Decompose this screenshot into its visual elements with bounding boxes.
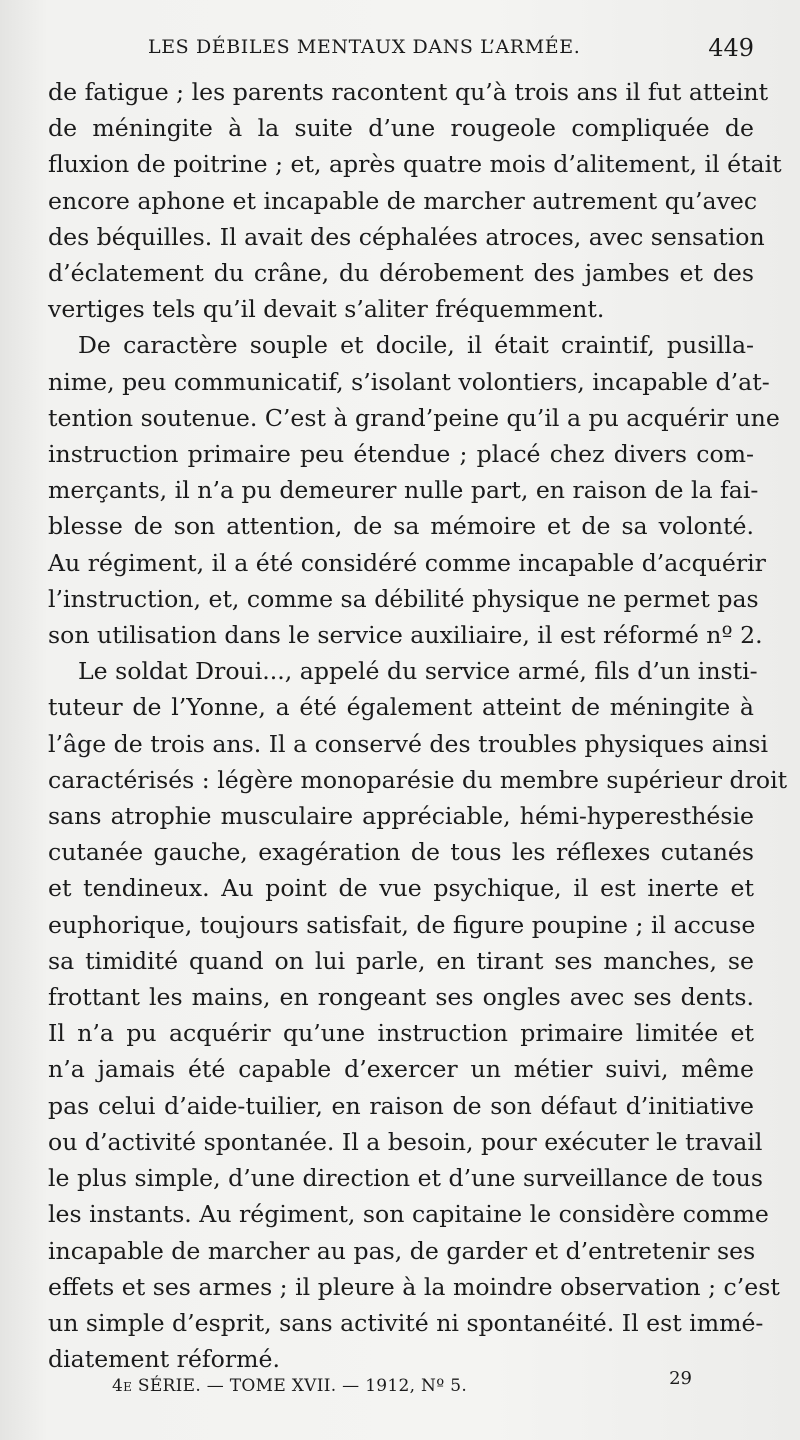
text-line: diatement réformé. (48, 1345, 280, 1374)
text-line: l’instruction, et, comme sa débilité physique ne permet pas (48, 584, 759, 613)
text-line: fluxion de poitrine ; et, après quatre mois d’alitement, il était (48, 150, 782, 179)
text-line: son utilisation dans le service auxiliaire, il est réformé nº 2. (48, 621, 763, 650)
text-line: incapable de marcher au pas, de garder et d’entretenir ses (48, 1236, 756, 1265)
text-line: caractérisés : légère monoparésie du membre supérieur droit (48, 765, 788, 794)
text-line: vertiges tels qu’il devait s’aliter fréquemment. (48, 295, 605, 324)
text-line: blesse de son attention, de sa mémoire et de sa volonté. (48, 512, 754, 541)
printer-signature: 4e SÉRIE. — TOME XVII. — 1912, Nº 5. (112, 1376, 468, 1396)
page-header (52, 36, 754, 76)
text-line: Au régiment, il a été considéré comme incapable d’acquérir (48, 548, 766, 577)
text-line: des béquilles. Il avait des céphalées atroces, avec sensation (48, 222, 765, 251)
text-line: sa timidité quand on lui parle, en tirant ses manches, se (48, 946, 754, 975)
text-line: sans atrophie musculaire appréciable, hémi-hyperesthésie (48, 802, 754, 831)
text-line: pas celui d’aide-tuilier, en raison de son défaut d’initiative (48, 1091, 754, 1120)
text-line: les instants. Au régiment, son capitaine le considère comme (48, 1200, 769, 1229)
text-line: euphorique, toujours satisfait, de figure poupine ; il accuse (48, 910, 756, 939)
text-line: tuteur de l’Yonne, a été également atteint de méningite à (48, 693, 754, 722)
text-line: merçants, il n’a pu demeurer nulle part, en raison de la fai- (48, 476, 759, 505)
text-line: instruction primaire peu étendue ; placé chez divers com- (48, 440, 754, 469)
page-footer (112, 1368, 692, 1404)
text-line: nime, peu communicatif, s’isolant volontiers, incapable d’at- (48, 367, 770, 396)
text-line: ou d’activité spontanée. Il a besoin, pour exécuter le travail (48, 1127, 763, 1156)
text-line: De caractère souple et docile, il était craintif, pusilla- (78, 331, 754, 360)
text-line: Il n’a pu acquérir qu’une instruction primaire limitée et (48, 1019, 754, 1048)
body-text (48, 74, 788, 1377)
text-line: cutanée gauche, exagération de tous les réflexes cutanés (48, 838, 754, 867)
text-line: de méningite à la suite d’une rougeole compliquée de (48, 114, 754, 143)
text-line: de fatigue ; les parents racontent qu’à trois ans il fut atteint (48, 78, 769, 106)
text-line: encore aphone et incapable de marcher autrement qu’avec (48, 186, 758, 215)
running-title: LES DÉBILES MENTAUX DANS L’ARMÉE. (148, 36, 581, 58)
text-line: d’éclatement du crâne, du dérobement des jambes et des (48, 259, 754, 288)
text-line: l’âge de trois ans. Il a conservé des troubles physiques ainsi (48, 729, 769, 758)
text-line: le plus simple, d’une direction et d’une surveillance de tous (48, 1164, 763, 1193)
text-line: frottant les mains, en rongeant ses ongles avec ses dents. (48, 983, 754, 1012)
text-line: Le soldat Droui..., appelé du service armé, fils d’un insti- (78, 657, 758, 686)
text-line: un simple d’esprit, sans activité ni spontanéité. Il est immé- (48, 1308, 764, 1337)
text-line: effets et ses armes ; il pleure à la moindre observation ; c’est (48, 1272, 780, 1301)
text-line: tention soutenue. C’est à grand’peine qu’il a pu acquérir une (48, 403, 780, 432)
text-line: n’a jamais été capable d’exercer un métier suivi, même (48, 1055, 754, 1084)
page-number: 449 (708, 34, 754, 62)
text-line: et tendineux. Au point de vue psychique, il est inerte et (48, 874, 754, 903)
sheet-number: 29 (669, 1368, 692, 1389)
